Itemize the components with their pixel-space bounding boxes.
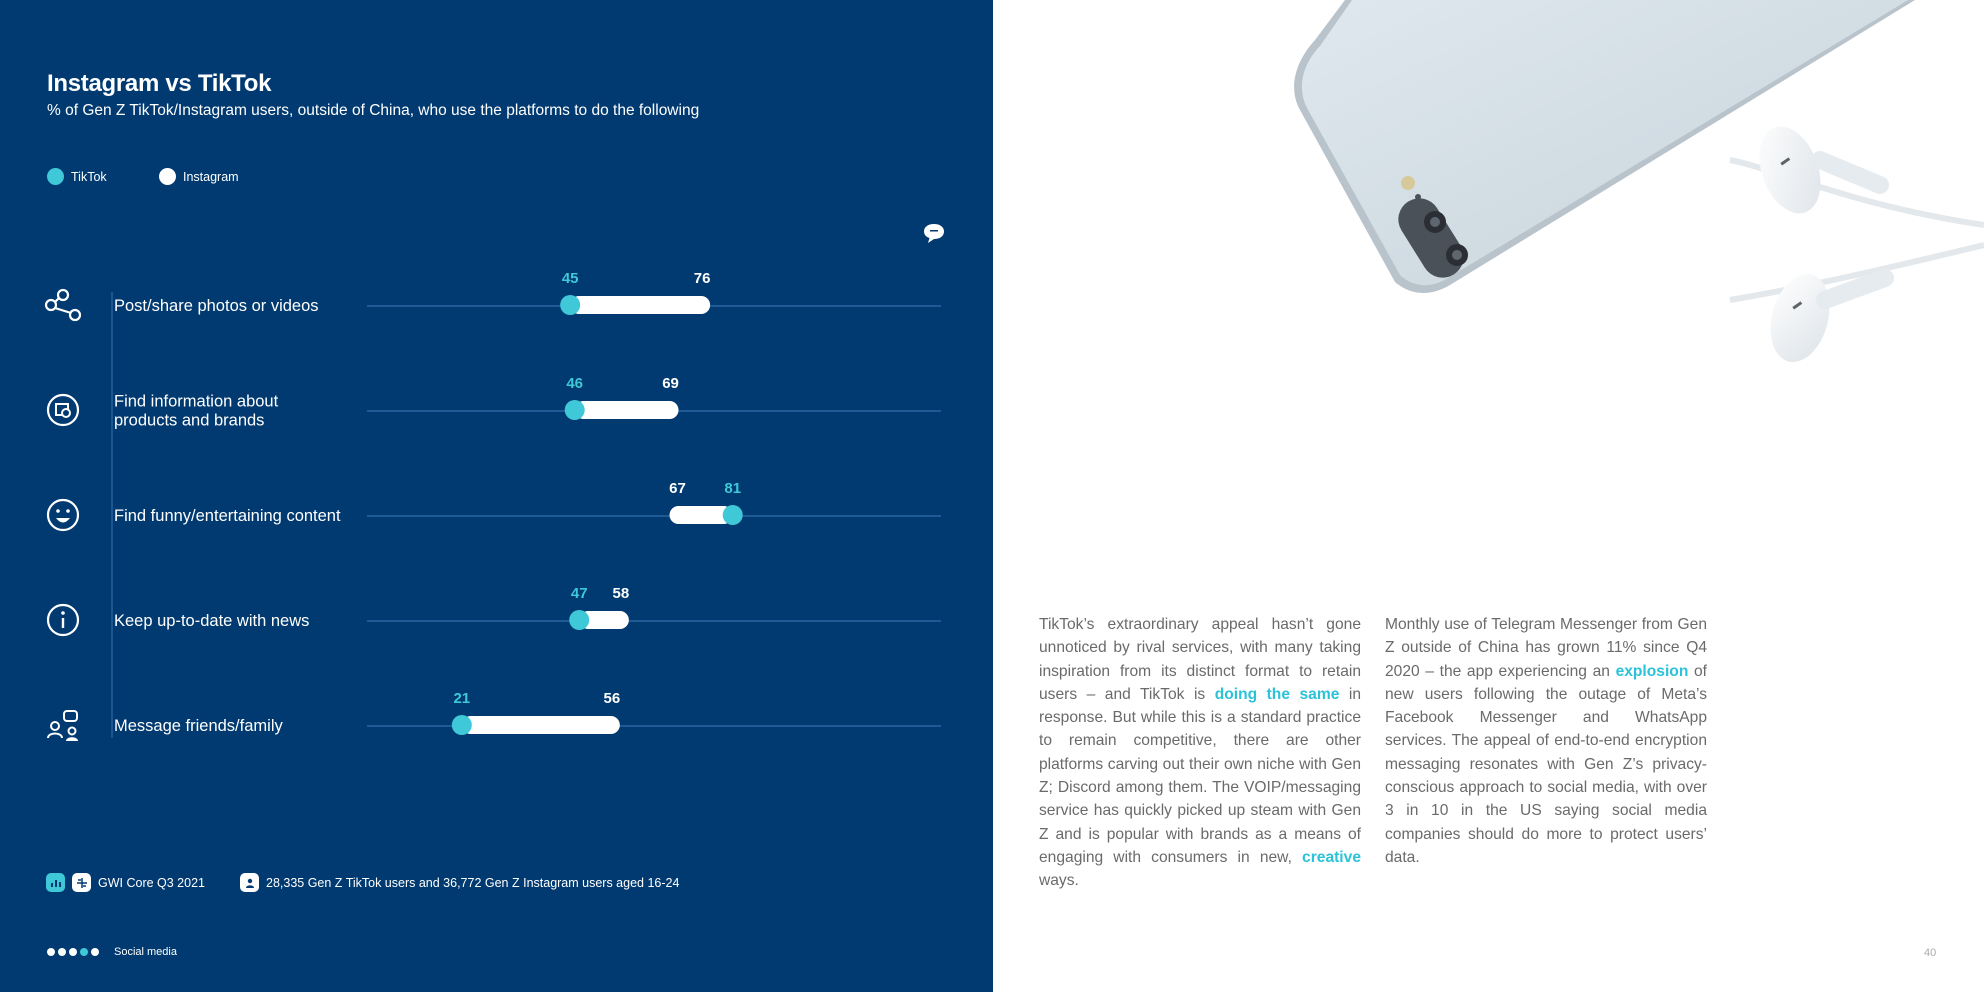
tiktok-dot <box>565 400 585 420</box>
page-number: 40 <box>1924 947 1937 959</box>
tiktok-dot <box>452 715 472 735</box>
icon-bubble <box>64 711 77 721</box>
chart-row <box>48 690 941 741</box>
instagram-value-label: 67 <box>669 480 686 497</box>
tiktok-dot <box>569 610 589 630</box>
chart-subtitle: % of Gen Z TikTok/Instagram users, outside of China, who use the platforms to do the following <box>47 102 700 119</box>
tiktok-value-label: 46 <box>566 375 584 392</box>
filter-icon <box>72 873 91 892</box>
row-label: Find information about <box>114 392 279 411</box>
product-search-icon <box>48 395 78 425</box>
instagram-bar <box>575 401 679 419</box>
instagram-value-label: 69 <box>662 375 679 392</box>
row-label: Post/share photos or videos <box>114 297 319 315</box>
icon-eye <box>66 509 70 513</box>
icon-lens <box>62 409 70 417</box>
chart-row <box>48 585 941 635</box>
legend-label-tiktok: TikTok <box>71 169 107 184</box>
icon-person-body <box>66 737 78 741</box>
nav-dot-3[interactable] <box>69 948 77 956</box>
tiktok-value-label: 81 <box>724 480 742 497</box>
tiktok-dot <box>723 505 743 525</box>
tiktok-value-label: 47 <box>570 585 588 602</box>
instagram-bar <box>570 296 710 314</box>
chart-icon <box>46 873 65 892</box>
tiktok-value-label: 21 <box>453 690 471 707</box>
phone-earphones-image <box>1260 0 1984 400</box>
users-icon <box>240 873 259 892</box>
chart-row <box>48 480 941 530</box>
instagram-value-label: 76 <box>693 270 711 287</box>
highlighted-link[interactable]: explosion <box>1615 662 1689 680</box>
source-note <box>46 873 205 892</box>
highlighted-link[interactable]: doing the same <box>1214 685 1340 703</box>
icon-mouth <box>56 518 70 523</box>
instagram-bar <box>462 716 620 734</box>
icon-person-body <box>48 734 62 739</box>
info-icon <box>48 605 78 635</box>
nav-dot-4[interactable] <box>80 948 88 956</box>
nav-dot-1[interactable] <box>47 948 55 956</box>
tiktok-value-label: 45 <box>561 270 579 287</box>
section-label: Social media <box>114 946 177 958</box>
nav-dot-5[interactable] <box>91 948 99 956</box>
section-nav[interactable] <box>47 948 102 956</box>
base-text: 28,335 Gen Z TikTok users and 36,772 Gen Z Instagram users aged 16-24 <box>266 875 680 890</box>
row-label: Find funny/entertaining content <box>114 507 341 525</box>
icon-person <box>51 722 59 730</box>
nav-dot-2[interactable] <box>58 948 66 956</box>
chart-row <box>46 270 941 320</box>
icon-dot <box>61 611 65 615</box>
icon-person <box>69 728 76 735</box>
article-column-2 <box>1385 613 1707 869</box>
icon-ring <box>48 500 78 530</box>
share-node <box>58 290 68 300</box>
instagram-value-label: 56 <box>603 690 621 707</box>
share-node <box>70 310 80 320</box>
share-icon <box>46 290 80 320</box>
legend-label-instagram: Instagram <box>183 169 239 184</box>
row-label: Message friends/family <box>114 717 283 735</box>
chart-row <box>48 375 941 430</box>
row-label: Keep up-to-date with news <box>114 612 310 630</box>
base-note <box>240 873 679 892</box>
earphones <box>1730 118 1984 369</box>
article-text: in response. But while this is a standard practice to remain competitive, there are other platforms carving out their own niche with Gen Z; Discord among them. The VOIP/messaging service has quickly picked up steam with Gen Z and is popular with brands as a means of engaging with consumers in new, <box>1039 685 1362 866</box>
icon-eye <box>56 509 60 513</box>
instagram-value-label: 58 <box>612 585 630 602</box>
article-column-1 <box>1039 613 1361 893</box>
article-text: ways. <box>1039 872 1079 890</box>
chart-title: Instagram vs TikTok <box>47 70 272 97</box>
source-text: GWI Core Q3 2021 <box>98 875 205 890</box>
tiktok-dot <box>560 295 580 315</box>
phone-body <box>1294 0 1915 293</box>
article-text: Monthly use of Telegram Messenger from Gen Z outside of China has grown 11% since Q4 2020 – the app experiencing an <box>1385 616 1707 680</box>
article-text: of new users following the outage of Meta’s Facebook Messenger and WhatsApp services. The appeal of end-to-end encryption messaging resonates with Gen Z’s privacy-conscious approach to social media, with over 3 in 10 in the US saying social media companies should do more to protect users’ data. <box>1385 662 1707 866</box>
smiley-icon <box>48 500 78 530</box>
article-text: TikTok’s extraordinary appeal hasn’t gone unnoticed by rival services, with many taking inspiration from its distinct format to retain users – and TikTok is <box>1039 616 1361 703</box>
row-label: products and brands <box>114 411 265 430</box>
people-chat-icon <box>48 711 78 741</box>
highlighted-link[interactable]: creative <box>1302 848 1361 866</box>
